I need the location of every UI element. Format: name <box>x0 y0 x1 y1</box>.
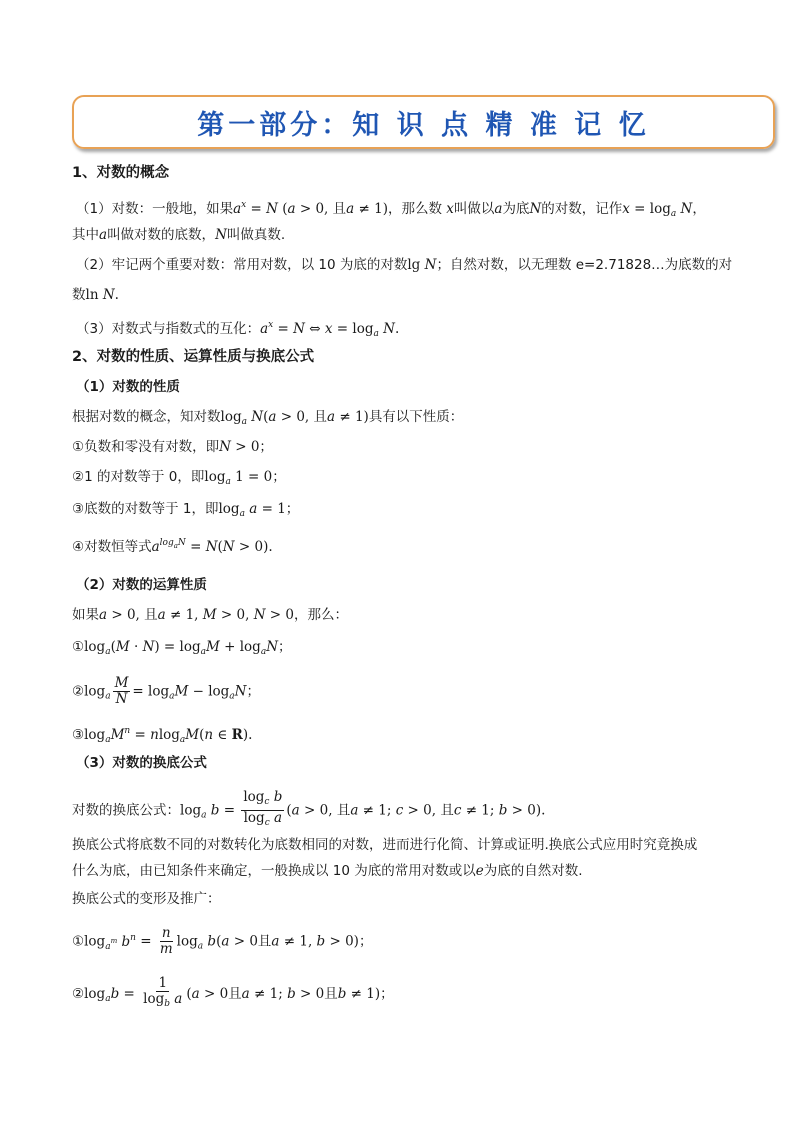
para-conversion: （3）对数式与指数式的互化：$a^x = N$ ⇔ $x = \log_a N$. <box>76 320 400 339</box>
para-two-logs-line2: 数ln N. <box>72 287 119 303</box>
para-properties-intro: 根据对数的概念，知对数$\log_a N(a > 0$, 且a ≠ 1)具有以下性质： <box>72 409 464 427</box>
section-title: 第一部分：知 识 点 精 准 记 忆 <box>197 109 650 141</box>
operation-1: $①\log_a(M \cdot N) = \log_aM + \log_aN$； <box>72 639 292 657</box>
property-1: ①负数和零没有对数，即N > 0； <box>72 439 273 455</box>
para-definition-line2: 其中a叫做对数的底数，N叫做真数. <box>72 227 286 243</box>
para-two-logs-line1: （2）牢记两个重要对数：常用对数，以 10 为底的对数lg N；自然对数，以无理数 e=2.71828…为底数的对 <box>76 257 733 273</box>
operation-3: $③\log_aM^n = nlog_aM(n$ ∈ R). <box>72 726 253 745</box>
heading-log-concept: 1、对数的概念 <box>72 165 170 181</box>
change-of-base-formula: 对数的换底公式：$\log_a b$ = $\frac{\log_c b}{\log_c a}$ (a > 0, 且a ≠ 1; c > 0, 且c ≠ 1; b > 0). <box>72 789 546 828</box>
change-of-base-extension-heading: 换底公式的变形及推广： <box>72 891 221 907</box>
property-2: ②1 的对数等于 0，即$\log_a 1 = 0$； <box>72 469 286 487</box>
heading-log-properties: 2、对数的性质、运算性质与换底公式 <box>72 349 315 365</box>
subheading-properties: （1）对数的性质 <box>76 379 180 395</box>
para-operations-intro: 如果a > 0, 且a ≠ 1, M > 0, N > 0，那么： <box>72 607 348 623</box>
extension-2: $②\log_ab$ = $\frac{1}{\log_b a}$ (a > 0且a ≠ 1; b > 0且b ≠ 1)； <box>72 975 394 1009</box>
property-3: ③底数的对数等于 1，即$\log_a a = 1$； <box>72 501 300 519</box>
property-4: ④对数恒等式$a^{log_aN} = N(N > 0)$. <box>72 538 273 555</box>
section-title-box <box>72 95 775 149</box>
subheading-operations: （2）对数的运算性质 <box>76 577 207 593</box>
change-of-base-desc-line1: 换底公式将底数不同的对数转化为底数相同的对数，进而进行化简、计算或证明.换底公式应用时究竟换成 <box>72 837 698 853</box>
extension-1: $①\log_{a^m}$ $b^n$ = $\frac{n}{m}$ $\log_a b(a > 0$且a ≠ 1, b > 0)； <box>72 925 373 957</box>
change-of-base-desc-line2: 什么为底，由已知条件来确定，一般换成以 10 为底的常用对数或以e为底的自然对数. <box>72 863 583 879</box>
operation-2: $②\log_a$ $\frac{M}{N}$ = $\log_aM - \log_aN$； <box>72 675 260 707</box>
subheading-change-of-base: （3）对数的换底公式 <box>76 755 207 771</box>
para-definition-line1: （1）对数：一般地，如果$a^x = N$ (a > 0, 且a ≠ 1)，那么数 x叫做以a为底N的对数，记作$x = \log_a N$， <box>76 200 706 219</box>
